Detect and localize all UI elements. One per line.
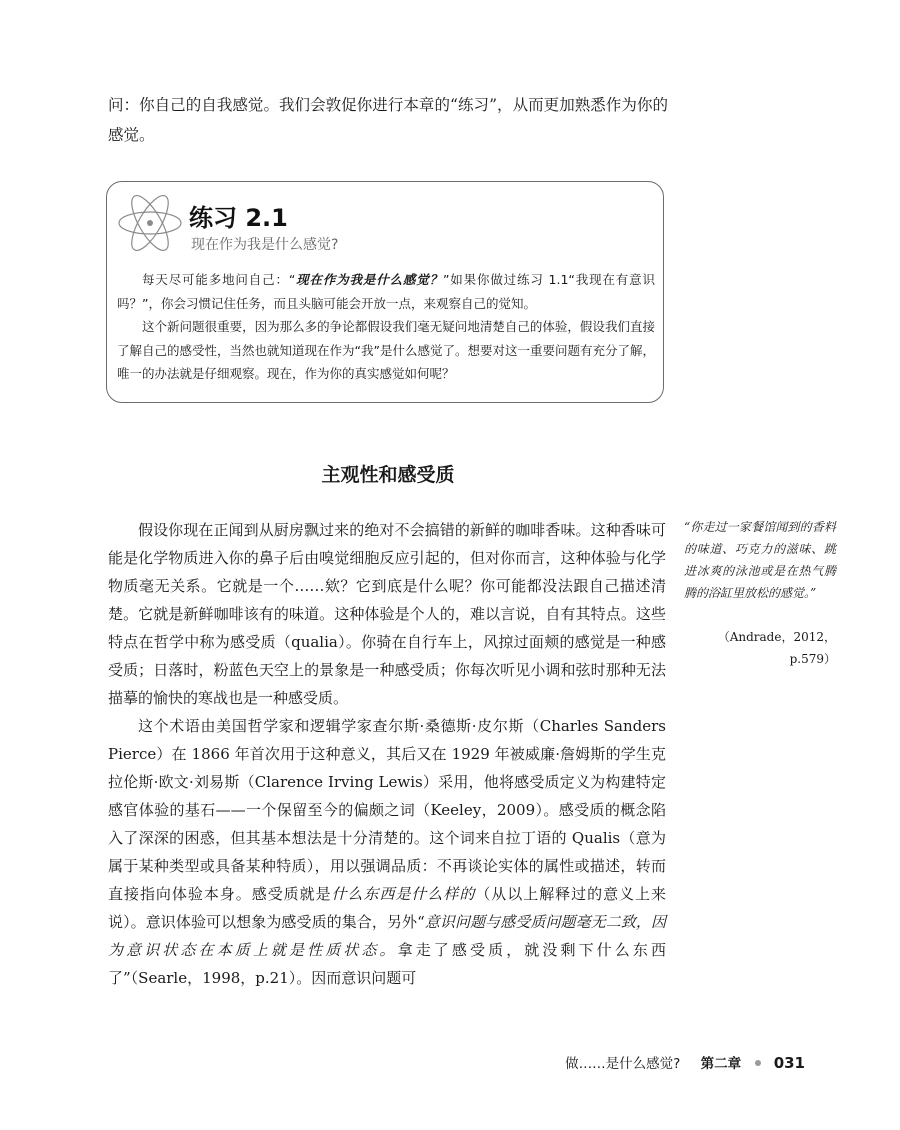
page-footer: [565, 1052, 805, 1072]
running-title: 做……是什么感觉?: [565, 1056, 681, 1072]
body-text: [108, 516, 666, 992]
body-text-run: 拿走了感受质，就没剩下什么东西了”（Searle，1998，p.21）。因而意识问题可: [108, 941, 666, 987]
body-emphasis: 什么东西是什么样的: [331, 885, 476, 903]
body-paragraph: [108, 712, 666, 992]
bullet-dot: [755, 1060, 761, 1066]
exercise-text: ”如果你做过练习 1.1“我现在有意识吗？”，你会习惯记住任务，而且头脑可能会开放一点，来观察自己的觉知。: [117, 272, 655, 311]
exercise-paragraph: 这个新问题很重要，因为那么多的争论都假设我们毫无疑问地清楚自己的体验，假设我们直接了解自己的感受性，当然也就知道现在作为“我”是什么感觉了。想要对这一重要问题有充分了解，唯一的办法就是仔细观察。现在，作为你的真实感觉如何呢？: [117, 319, 655, 381]
intro-paragraph: 问：你自己的自我感觉。我们会敦促你进行本章的“练习”，从而更加熟悉作为你的感觉。: [108, 96, 668, 144]
sidebar-quote: “你走过一家餐馆闻到的香料的味道、巧克力的滋味、跳进冰爽的泳池或是在热气腾腾的浴缸里放松的感觉。”: [684, 520, 836, 600]
exercise-title: 练习 2.1: [189, 204, 288, 232]
atom-icon: [115, 188, 185, 258]
body-paragraph: 假设你现在正闻到从厨房飘过来的绝对不会搞错的新鲜的咖啡香味。这种香味可能是化学物质进入你的鼻子后由嗅觉细胞反应引起的，但对你而言，这种体验与化学物质毫无关系。它就是一个……欸？它到底是什么呢？你可能都没法跟自己描述清楚。它就是新鲜咖啡该有的味道。这种体验是个人的，难以言说，自有其特点。这些特点在哲学中称为感受质（qualia）。你骑在自行车上，风掠过面颊的感觉是一种感受质；日落时，粉蓝色天空上的景象是一种感受质；你每次听见小调和弦时那种无法描摹的愉快的寒战也是一种感受质。: [108, 521, 666, 707]
page-number: 031: [773, 1054, 805, 1072]
body-text-run: 这个术语由美国哲学家和逻辑学家查尔斯·桑德斯·皮尔斯（Charles Sanders Pierce）在 1866 年首次用于这种意义，其后又在 1929 年被威廉·詹姆斯的学生克拉伦斯·欧文·刘易斯（Clarence Irving Lewis）采用，他将感受质定义为构建特定感官体验的基石——一个保留至今的偏颇之词（Keeley，2009）。感受质的概念陷入了深深的困惑，但其基本想法是十分清楚的。这个词来自拉丁语的 Qualis（意为属于某种类型或具备某种特质），用以强调品质：不再谈论实体的属性或描述，转而直接指向体验本身。感受质就是: [108, 717, 666, 903]
exercise-paragraph: [117, 268, 655, 315]
quote-emphasis: 意识问题与感受质问题毫无二致，因为意识状态在本质上就是性质状态。: [108, 913, 666, 959]
exercise-emphasis: 现在作为我是什么感觉？: [295, 272, 443, 287]
sidebar-citation: （Andrade，2012，p.579）: [717, 630, 836, 666]
exercise-text: 每天尽可能多地问自己：“: [142, 272, 296, 287]
exercise-body: [117, 268, 655, 386]
exercise-box: [106, 181, 664, 403]
body-text-run: （从以上解释过的意义上来说）。意识体验可以想象为感受质的集合，另外“: [108, 885, 666, 931]
exercise-subtitle: 现在作为我是什么感觉?: [191, 237, 339, 253]
chapter-label: 第二章: [700, 1056, 742, 1072]
section-heading: 主观性和感受质: [321, 464, 455, 486]
